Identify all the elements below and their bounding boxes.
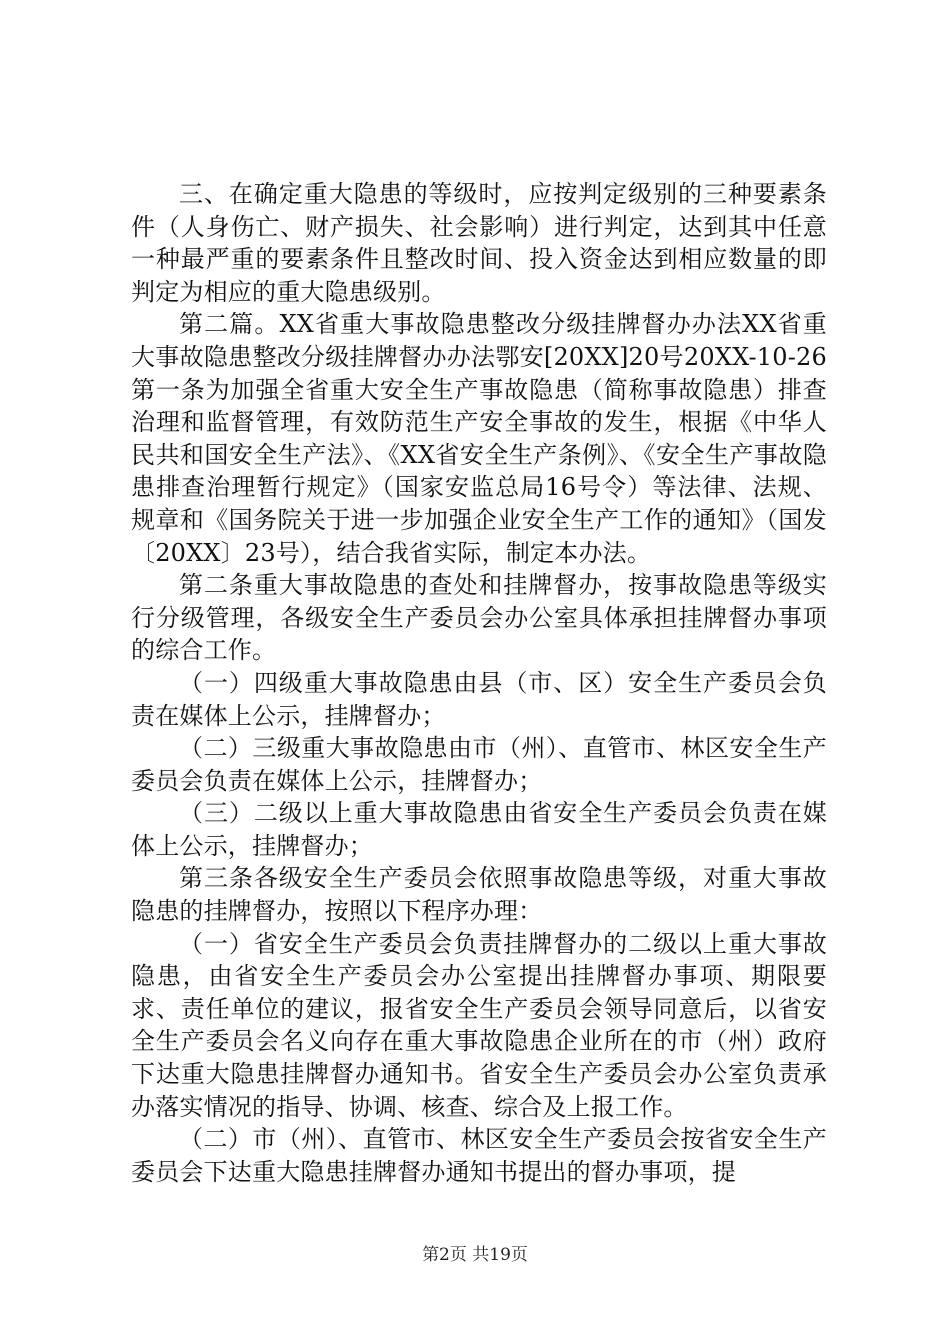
paragraph-5: （二）三级重大事故隐患由市（州）、直管市、林区安全生产委员会负责在媒体上公示，挂牌督办； bbox=[131, 734, 827, 795]
paragraph-6: （三）二级以上重大事故隐患由省安全生产委员会负责在媒体上公示，挂牌督办； bbox=[131, 799, 827, 860]
paragraph-7: 第三条各级安全生产委员会依照事故隐患等级，对重大事故隐患的挂牌督办，按照以下程序办理： bbox=[131, 864, 827, 926]
paragraph-3: 第二条重大事故隐患的查处和挂牌督办，按事故隐患等级实行分级管理，各级安全生产委员会办公室具体承担挂牌督办事项的综合工作。 bbox=[131, 571, 827, 665]
page-footer: 第2页 共19页 bbox=[422, 1245, 528, 1265]
paragraph-8: （一）省安全生产委员会负责挂牌督办的二级以上重大事故隐患，由省安全生产委员会办公室提出挂牌督办事项、期限要求、责任单位的建议，报省安全生产委员会领导同意后，以省安全生产委员会名义向存在重大事故隐患企业所在的市（州）政府下达重大隐患挂牌督办通知书。省安全生产委员会办公室负责承办落实情况的指导、协调、核查、综合及上报工作。 bbox=[131, 929, 827, 1121]
paragraph-4: （一）四级重大事故隐患由县（市、区）安全生产委员会负责在媒体上公示，挂牌督办； bbox=[131, 668, 827, 730]
paragraph-9: （二）市（州）、直管市、林区安全生产委员会按省安全生产委员会下达重大隐患挂牌督办通知书提出的督办事项，提 bbox=[131, 1125, 827, 1186]
document-body bbox=[131, 178, 827, 1188]
paragraph-2: 第二篇。XX省重大事故隐患整改分级挂牌督办办法XX省重大事故隐患整改分级挂牌督办办法鄂安[20XX]20号20XX-10-26第一条为加强全省重大安全生产事故隐患（简称事故隐患）排查治理和监督管理，有效防范生产安全事故的发生，根据《中华人民共和国安全生产法》、《XX省安全生产条例》、《安全生产事故隐患排查治理暂行规定》（国家安监总局16号令）等法律、法规、规章和《国务院关于进一步加强企业安全生产工作的通知》（国发〔20XX〕23号），结合我省实际，制定本办法。 bbox=[131, 310, 827, 567]
paragraph-1: 三、在确定重大隐患的等级时，应按判定级别的三种要素条件（人身伤亡、财产损失、社会影响）进行判定，达到其中任意一种最严重的要素条件且整改时间、投入资金达到相应数量的即判定为相应的重大隐患级别。 bbox=[131, 180, 827, 306]
